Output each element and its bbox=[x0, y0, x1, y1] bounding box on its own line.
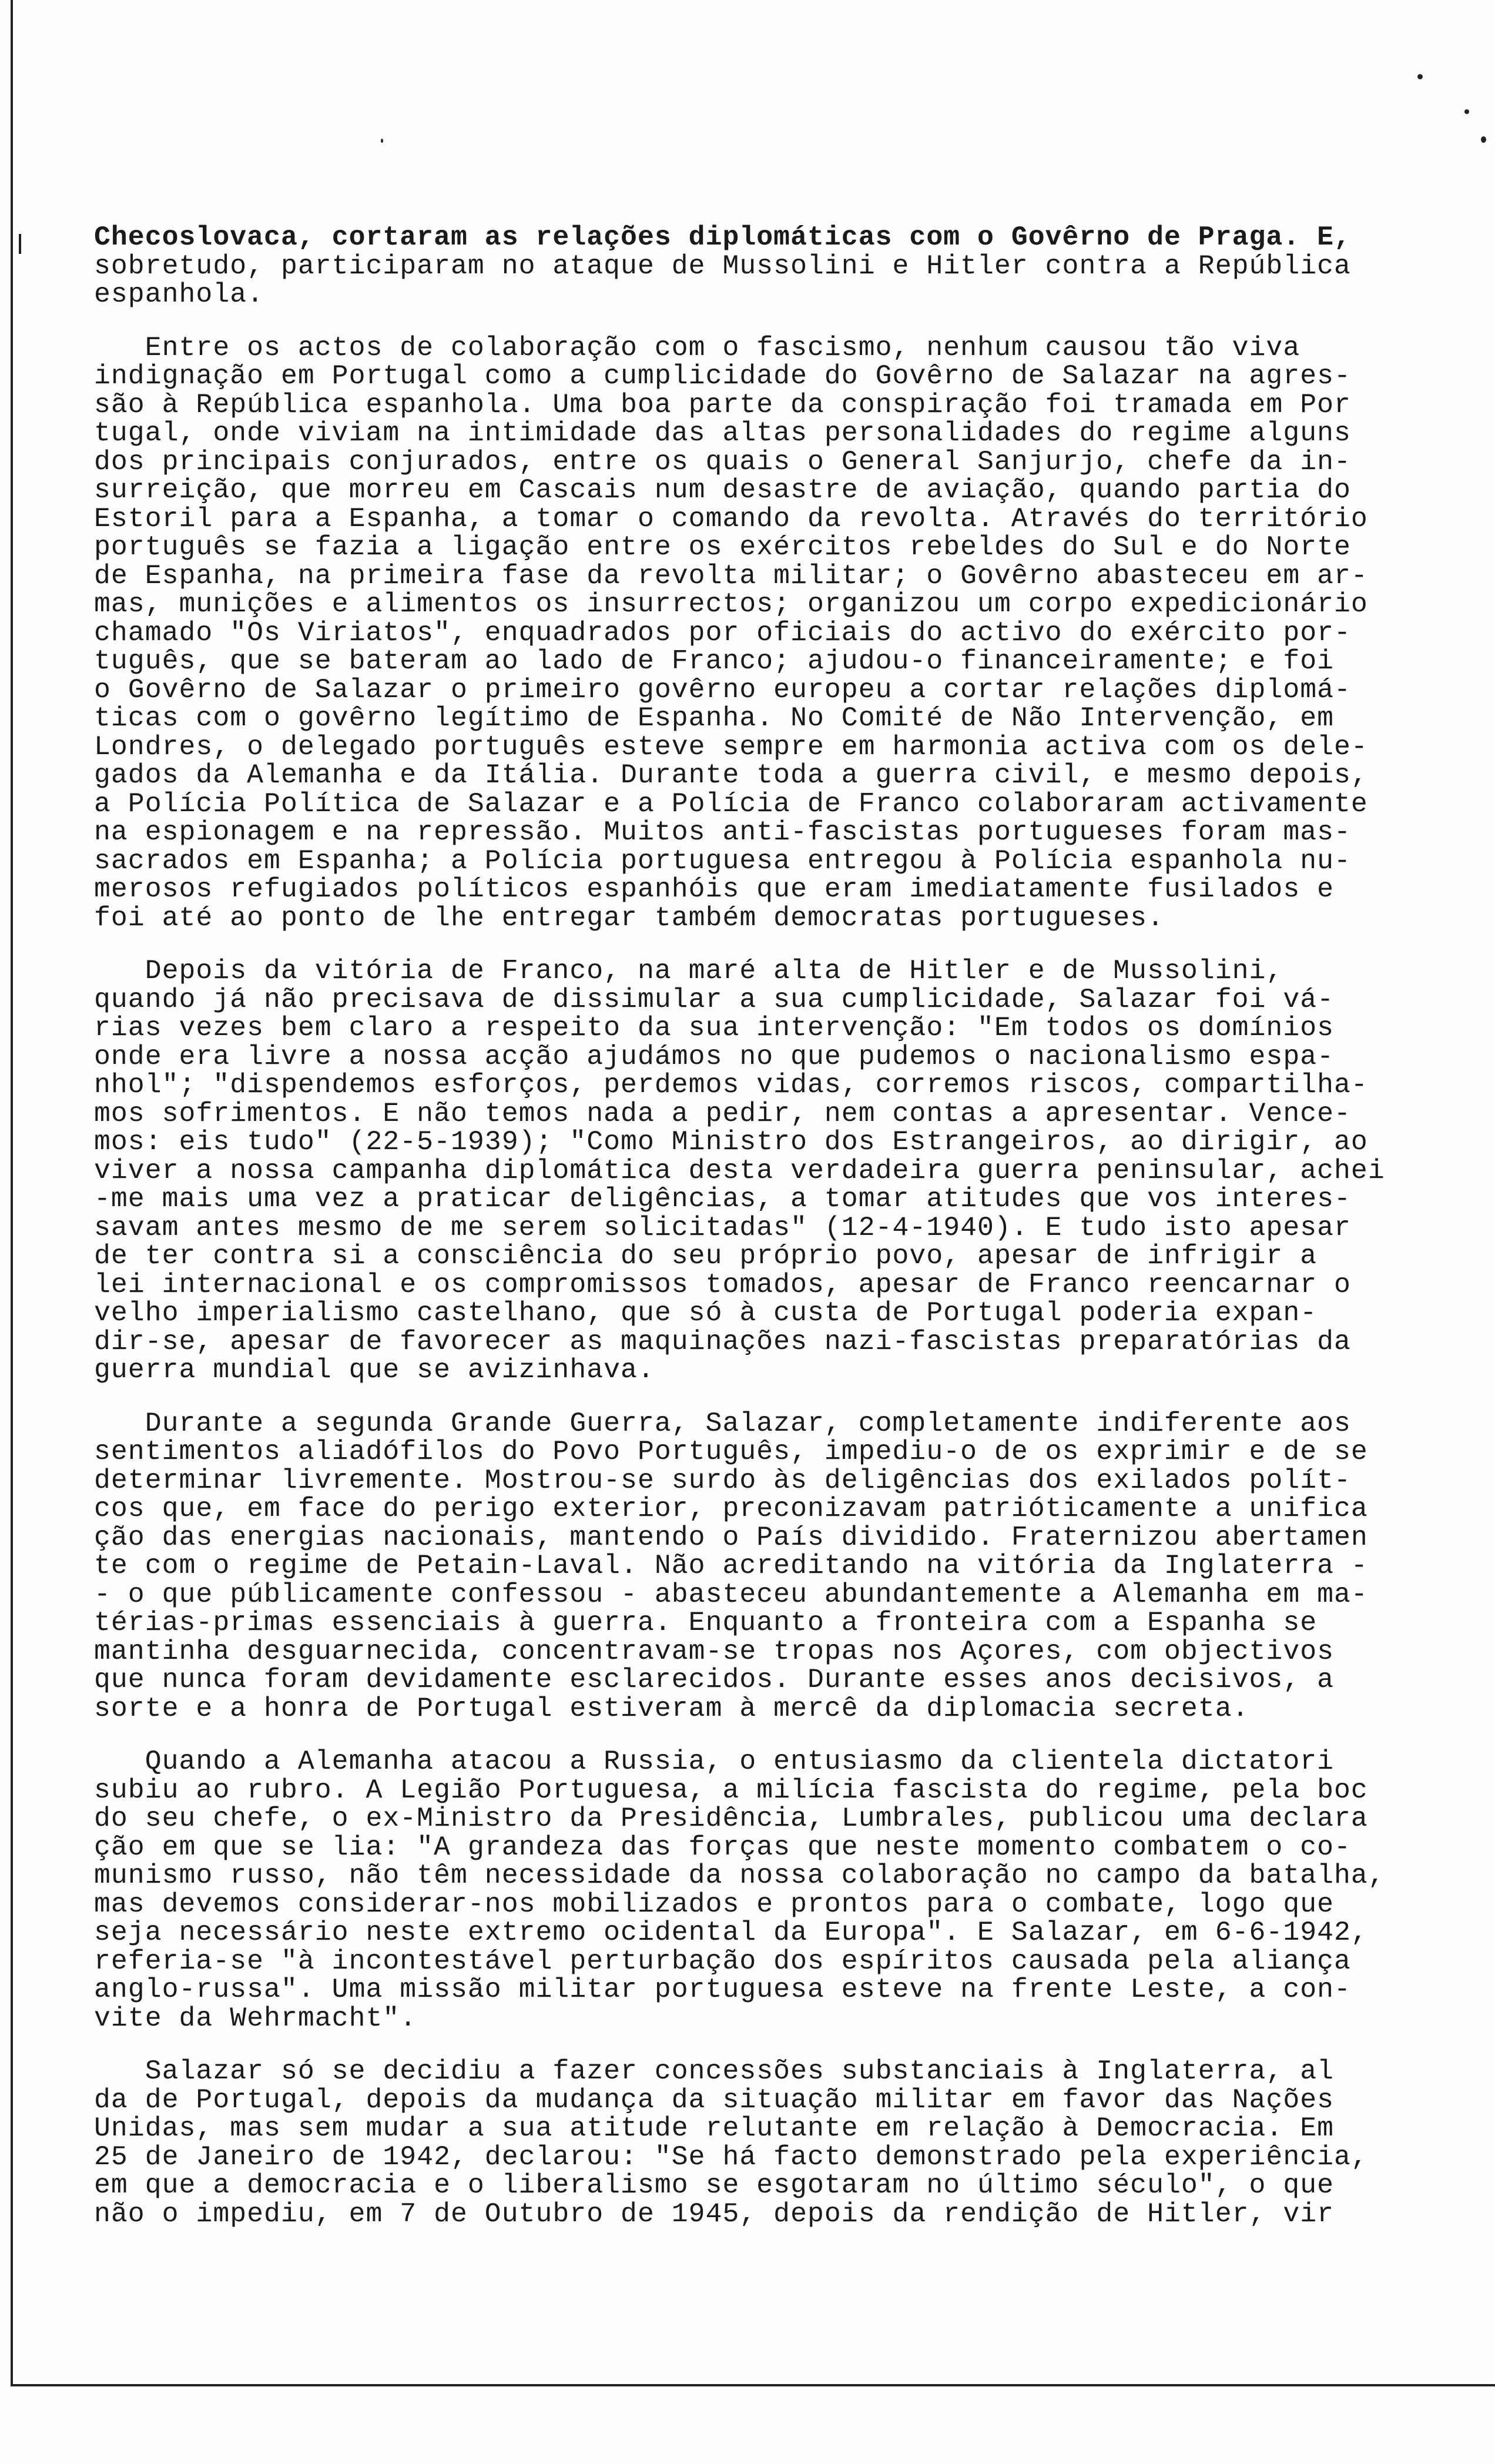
text-line: merosos refugiados políticos espanhóis que eram imediatamente fusilados e bbox=[94, 873, 1335, 905]
text-line: na espionagem e na repressão. Muitos anti-fascistas portugueses foram mas- bbox=[94, 816, 1351, 848]
text-line: seja necessário neste extremo ocidental da Europa". E Salazar, em 6-6-1942, bbox=[94, 1917, 1368, 1948]
text-line: Salazar só se decidiu a fazer concessões substanciais à Inglaterra, al bbox=[94, 2055, 1335, 2087]
text-line: subiu ao rubro. A Legião Portuguesa, a milícia fascista do regime, pela boc bbox=[94, 1774, 1368, 1806]
paragraph bbox=[94, 334, 1399, 933]
text-line: quando já não precisava de dissimular a sua cumplicidade, Salazar foi vá- bbox=[94, 983, 1335, 1015]
text-line: sentimentos aliadófilos do Povo Português, impediu-o de os exprimir e de se bbox=[94, 1436, 1368, 1467]
text-line: guerra mundial que se avizinhava. bbox=[94, 1354, 655, 1385]
text-line: -me mais uma vez a praticar deligências, a tomar atitudes que vos interes- bbox=[94, 1183, 1351, 1214]
text-line: vite da Wehrmacht". bbox=[94, 2002, 417, 2034]
text-line: sacrados em Espanha; a Polícia portuguesa entregou à Polícia espanhola nu- bbox=[94, 845, 1351, 876]
text-line: foi até ao ponto de lhe entregar também democratas portugueses. bbox=[94, 902, 1164, 933]
ink-speck bbox=[381, 139, 383, 143]
text-line: da de Portugal, depois da mudança da situação militar em favor das Nações bbox=[94, 2084, 1335, 2115]
text-line: a Polícia Política de Salazar e a Polícia de Franco colaboraram activamente bbox=[94, 788, 1368, 819]
text-line: te com o regime de Petain-Laval. Não acreditando na vitória da Inglaterra - bbox=[94, 1550, 1368, 1581]
text-line: Checoslovaca, cortaram as relações diplomáticas com o Govêrno de Praga. E, bbox=[94, 222, 1351, 253]
text-line: ção das energias nacionais, mantendo o País dividido. Fraternizou abertamen bbox=[94, 1521, 1368, 1553]
text-line: mos: eis tudo" (22-5-1939); "Como Ministro dos Estrangeiros, ao dirigir, ao bbox=[94, 1126, 1368, 1157]
text-line: mas devemos considerar-nos mobilizados e prontos para o combate, logo que bbox=[94, 1888, 1335, 1920]
page-border-bottom bbox=[11, 2384, 1495, 2386]
text-line: de Espanha, na primeira fase da revolta militar; o Govêrno abasteceu em ar- bbox=[94, 560, 1368, 591]
text-line: cos que, em face do perigo exterior, preconizavam patrióticamente a unifica bbox=[94, 1493, 1368, 1524]
text-line: chamado "Os Viriatos", enquadrados por oficiais do activo do exército por- bbox=[94, 617, 1351, 648]
text-line: em que a democracia e o liberalismo se esgotaram no último século", o que bbox=[94, 2170, 1335, 2201]
text-line: referia-se "à incontestável perturbação dos espíritos causada pela aliança bbox=[94, 1945, 1351, 1977]
ink-speck bbox=[1464, 109, 1469, 114]
ink-speck bbox=[1481, 136, 1486, 143]
text-line: Entre os actos de colaboração com o fascismo, nenhum causou tão viva bbox=[94, 332, 1300, 363]
paragraph bbox=[94, 957, 1399, 1385]
text-line: Durante a segunda Grande Guerra, Salazar, completamente indiferente aos bbox=[94, 1407, 1351, 1439]
text-line: térias-primas essenciais à guerra. Enquanto a fronteira com a Espanha se bbox=[94, 1607, 1318, 1638]
text-line: ticas com o govêrno legítimo de Espanha. No Comité de Não Intervenção, em bbox=[94, 702, 1335, 734]
text-line: mas, munições e alimentos os insurrectos; organizou um corpo expedicionário bbox=[94, 588, 1368, 620]
paragraph bbox=[94, 2057, 1399, 2228]
text-line: Londres, o delegado português esteve sempre em harmonia activa com os dele- bbox=[94, 731, 1368, 762]
text-line: savam antes mesmo de me serem solicitadas" (12-4-1940). E tudo isto apesar bbox=[94, 1211, 1351, 1243]
text-line: ção em que se lia: "A grandeza das forças que neste momento combatem o co- bbox=[94, 1831, 1351, 1863]
ink-speck bbox=[1417, 74, 1423, 79]
text-line: nhol"; "dispendemos esforços, perdemos vidas, corremos riscos, compartilha- bbox=[94, 1069, 1368, 1100]
text-line: não o impediu, em 7 de Outubro de 1945, depois da rendição de Hitler, vir bbox=[94, 2198, 1335, 2229]
margin-mark bbox=[19, 234, 21, 254]
page-border-left bbox=[11, 0, 13, 2386]
document-body bbox=[94, 223, 1399, 2228]
text-line: velho imperialismo castelhano, que só à custa de Portugal poderia expan- bbox=[94, 1297, 1318, 1328]
text-line: mos sofrimentos. E não temos nada a pedir, nem contas a apresentar. Vence- bbox=[94, 1097, 1351, 1129]
text-line: dir-se, apesar de favorecer as maquinações nazi-fascistas preparatórias da bbox=[94, 1325, 1351, 1357]
text-line: tugal, onde viviam na intimidade das altas personalidades do regime alguns bbox=[94, 417, 1351, 448]
text-line: determinar livremente. Mostrou-se surdo às deligências dos exilados polít- bbox=[94, 1464, 1351, 1496]
text-line: mantinha desguarnecida, concentravam-se tropas nos Açores, com objectivos bbox=[94, 1635, 1335, 1667]
text-line: indignação em Portugal como a cumplicidade do Govêrno de Salazar na agres- bbox=[94, 360, 1351, 391]
text-line: espanhola. bbox=[94, 279, 264, 310]
paragraph bbox=[94, 1747, 1399, 2033]
text-line: Quando a Alemanha atacou a Russia, o entusiasmo da clientela dictatori bbox=[94, 1746, 1335, 1777]
text-line: munismo russo, não têm necessidade da nossa colaboração no campo da batalha, bbox=[94, 1860, 1385, 1891]
text-line: lei internacional e os compromissos tomados, apesar de Franco reencarnar o bbox=[94, 1268, 1351, 1300]
text-line: português se fazia a ligação entre os exércitos rebeldes do Sul e do Norte bbox=[94, 531, 1351, 563]
text-line: do seu chefe, o ex-Ministro da Presidência, Lumbrales, publicou uma declara bbox=[94, 1803, 1368, 1834]
text-line: tuguês, que se bateram ao lado de Franco; ajudou-o financeiramente; e foi bbox=[94, 645, 1335, 677]
text-line: Depois da vitória de Franco, na maré alta de Hitler e de Mussolini, bbox=[94, 955, 1283, 986]
text-line: que nunca foram devidamente esclarecidos. Durante esses anos decisivos, a bbox=[94, 1664, 1335, 1695]
text-line: o Govêrno de Salazar o primeiro govêrno europeu a cortar relações diplomá- bbox=[94, 674, 1351, 705]
text-line: anglo-russa". Uma missão militar portuguesa esteve na frente Leste, a con- bbox=[94, 1974, 1351, 2005]
text-line: viver a nossa campanha diplomática desta verdadeira guerra peninsular, achei bbox=[94, 1154, 1385, 1186]
paragraph bbox=[94, 1407, 1399, 1724]
text-line: - o que públicamente confessou - abasteceu abundantemente a Alemanha em ma- bbox=[94, 1578, 1368, 1610]
text-line: Estoril para a Espanha, a tomar o comando da revolta. Através do território bbox=[94, 503, 1368, 534]
text-line: dos principais conjurados, entre os quais o General Sanjurjo, chefe da in- bbox=[94, 446, 1351, 477]
text-line: de ter contra si a consciência do seu próprio povo, apesar de infrigir a bbox=[94, 1240, 1318, 1271]
text-line: gados da Alemanha e da Itália. Durante toda a guerra civil, e mesmo depois, bbox=[94, 759, 1368, 791]
paragraph bbox=[94, 223, 1399, 309]
text-line: 25 de Janeiro de 1942, declarou: "Se há facto demonstrado pela experiência, bbox=[94, 2141, 1368, 2172]
text-line: surreição, que morreu em Cascais num desastre de aviação, quando partia do bbox=[94, 474, 1351, 505]
text-line: onde era livre a nossa acção ajudámos no que pudemos o nacionalismo espa- bbox=[94, 1040, 1335, 1072]
text-line: Unidas, mas sem mudar a sua atitude relutante em relação à Democracia. Em bbox=[94, 2113, 1335, 2144]
text-line: são à República espanhola. Uma boa parte da conspiração foi tramada em Por bbox=[94, 389, 1351, 420]
text-line: sobretudo, participaram no ataque de Mussolini e Hitler contra a República bbox=[94, 250, 1351, 282]
text-line: rias vezes bem claro a respeito da sua intervenção: "Em todos os domínios bbox=[94, 1012, 1335, 1043]
text-line: sorte e a honra de Portugal estiveram à mercê da diplomacia secreta. bbox=[94, 1692, 1249, 1724]
